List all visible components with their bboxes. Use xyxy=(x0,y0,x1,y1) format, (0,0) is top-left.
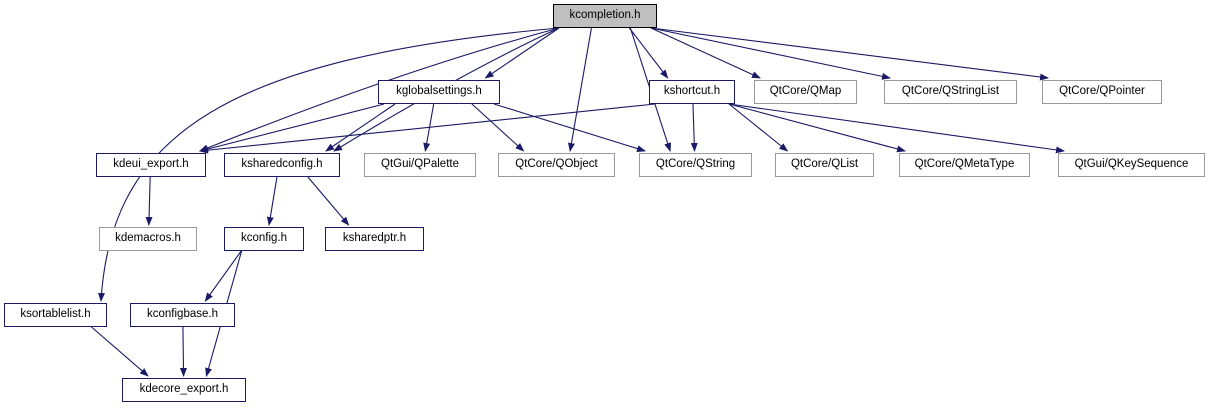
graph-node-label: ksortablelist.h xyxy=(20,308,91,321)
graph-node-kconfig[interactable] xyxy=(224,227,304,251)
graph-node-kdecore_export[interactable] xyxy=(122,378,246,402)
graph-node-label: kcompletion.h xyxy=(569,9,641,22)
graph-node-qtcore_qmap[interactable] xyxy=(754,80,857,104)
graph-node-qtcore_qpointer[interactable] xyxy=(1042,80,1162,104)
graph-node-qtgui_qkeysequence[interactable] xyxy=(1058,153,1205,177)
graph-edge-kcompletion-to-qtcore_qpointer xyxy=(651,28,1048,78)
graph-node-label: ksharedptr.h xyxy=(342,232,407,245)
graph-edge-kshortcut-to-qtcore_qstring xyxy=(693,104,695,151)
graph-node-label: kglobalsettings.h xyxy=(396,85,482,98)
graph-node-label: kdecore_export.h xyxy=(139,383,229,396)
graph-node-label: ksharedconfig.h xyxy=(241,158,323,171)
graph-edge-kglobalsettings-to-ksharedconfig xyxy=(326,104,395,151)
graph-edge-kshortcut-to-kdeui_export xyxy=(200,104,655,151)
graph-node-label: QtGui/QKeySequence xyxy=(1074,158,1189,171)
graph-edge-ksharedconfig-to-kconfig xyxy=(269,177,277,225)
graph-edge-ksortablelist-to-kdecore_export xyxy=(91,327,148,376)
graph-node-label: QtCore/QPointer xyxy=(1059,85,1145,98)
graph-node-label: kshortcut.h xyxy=(663,85,721,98)
graph-node-label: QtCore/QStringList xyxy=(901,85,1000,98)
graph-node-label: QtCore/QList xyxy=(790,158,859,171)
graph-edge-kglobalsettings-to-kdeui_export xyxy=(200,104,384,151)
graph-node-kcompletion[interactable] xyxy=(553,4,657,28)
graph-edge-kshortcut-to-qtcore_qmetatype xyxy=(729,104,905,151)
graph-node-qtcore_qmetatype[interactable] xyxy=(899,153,1030,177)
graph-node-kglobalsettings[interactable] xyxy=(378,80,500,104)
graph-edge-kconfigbase-to-kdecore_export xyxy=(183,327,184,376)
graph-edge-ksharedconfig-to-ksharedptr xyxy=(308,177,349,225)
graph-node-label: QtCore/QMetaType xyxy=(914,158,1015,171)
graph-edge-kcompletion-to-qtcore_qstringlist xyxy=(651,28,890,78)
graph-node-ksortablelist[interactable] xyxy=(4,303,107,327)
graph-node-label: QtGui/QPalette xyxy=(381,158,459,171)
graph-node-qtcore_qlist[interactable] xyxy=(775,153,874,177)
graph-node-label: kconfigbase.h xyxy=(147,308,218,321)
graph-node-qtcore_qstringlist[interactable] xyxy=(884,80,1017,104)
graph-node-kdemacros[interactable] xyxy=(99,227,197,251)
graph-node-qtgui_qpalette[interactable] xyxy=(364,153,476,177)
graph-node-qtcore_qstring[interactable] xyxy=(639,153,752,177)
graph-edge-kcompletion-to-kglobalsettings xyxy=(485,28,559,78)
graph-node-label: QtCore/QString xyxy=(655,158,736,171)
graph-node-ksharedptr[interactable] xyxy=(325,227,424,251)
graph-node-qtcore_qobject[interactable] xyxy=(498,153,615,177)
graph-node-kconfigbase[interactable] xyxy=(130,303,235,327)
graph-node-label: kdemacros.h xyxy=(115,232,181,245)
graph-edge-kcompletion-to-qtcore_qobject xyxy=(570,28,591,151)
graph-node-kshortcut[interactable] xyxy=(649,80,735,104)
graph-edge-kcompletion-to-qtcore_qmap xyxy=(651,28,760,78)
graph-node-label: QtCore/QObject xyxy=(515,158,598,171)
graph-edge-kconfig-to-kconfigbase xyxy=(205,251,241,301)
graph-edge-kdeui_export-to-kdemacros xyxy=(149,177,150,225)
graph-node-label: QtCore/QMap xyxy=(769,85,842,98)
graph-node-label: kconfig.h xyxy=(240,232,288,245)
graph-edge-kcompletion-to-kshortcut xyxy=(629,28,667,78)
graph-node-kdeui_export[interactable] xyxy=(96,153,206,177)
graph-node-ksharedconfig[interactable] xyxy=(224,153,340,177)
graph-node-label: kdeui_export.h xyxy=(113,158,189,171)
